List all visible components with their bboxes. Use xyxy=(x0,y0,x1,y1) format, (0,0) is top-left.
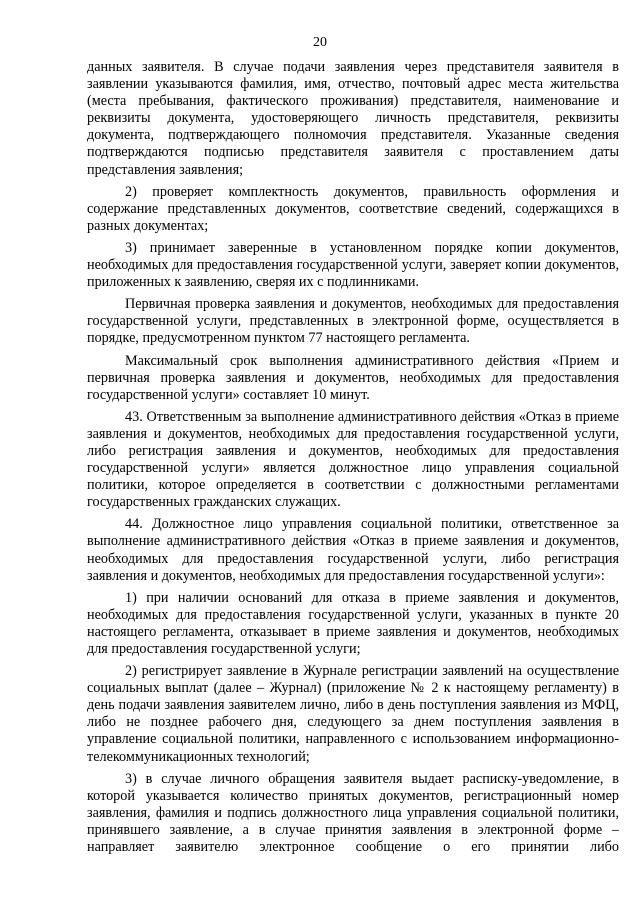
paragraph-applicant-data: данных заявителя. В случае подачи заявления через представителя заявителя в заявлении указываются фамилия, имя, отчество, почтовый адрес места жительства (места пребывания, фактического проживания) представителя, наименование и реквизиты документа, удостоверяющего личность представителя, реквизиты документа, подтверждающего полномочия представителя. Указанные сведения подтверждаются подписью представителя заявителя с проставлением даты представления заявления; xyxy=(87,59,619,178)
paragraph-item-1-refusal: 1) при наличии оснований для отказа в приеме заявления и документов, необходимых для предоставления государственной услуги, указанных в пункте 20 настоящего регламента, отказывает в приеме заявления и документов, необходимых для предоставления государственной услуги; xyxy=(87,589,619,657)
paragraph-electronic-check: Первичная проверка заявления и документов, необходимых для предоставления государственной услуги, представленных в электронной форме, осуществляется в порядке, предусмотренном пунктом 77 настоящего регламента. xyxy=(87,296,619,347)
paragraph-item-2-registration: 2) регистрирует заявление в Журнале регистрации заявлений на осуществление социальных выплат (далее – Журнал) (приложение № 2 к настоящему регламенту) в день подачи заявления заявителем лично, либо в день поступления заявления из МФЦ, либо не позднее рабочего дня, следующего за днем поступления заявления в управление социальной политики, направленного с использованием информационно-телекоммуникационных технологий; xyxy=(87,663,619,765)
paragraph-clause-44: 44. Должностное лицо управления социальной политики, ответственное за выполнение административного действия «Отказ в приеме заявления и документов, необходимых для предоставления государственной услуги, либо регистрация заявления и документов, необходимых для предоставления государственной услуги»: xyxy=(87,516,619,584)
paragraph-clause-43: 43. Ответственным за выполнение административного действия «Отказ в приеме заявления и документов, необходимых для предоставления государственной услуги, либо регистрация заявления и документов, необходимых для предоставления государственной услуги» является должностное лицо управления социальной политики, которое определяется в соответствии с должностными регламентами государственных гражданских служащих. xyxy=(87,408,619,511)
document-body xyxy=(87,59,619,861)
paragraph-item-2-check: 2) проверяет комплектность документов, правильность оформления и содержание представленных документов, соответствие сведений, содержащихся в разных документах; xyxy=(87,183,619,234)
paragraph-max-duration: Максимальный срок выполнения административного действия «Прием и первичная проверка заявления и документов, необходимых для предоставления государственной услуги» составляет 10 минут. xyxy=(87,352,619,403)
page-number: 20 xyxy=(313,35,327,50)
paragraph-item-3-receipt: 3) в случае личного обращения заявителя выдает расписку-уведомление, в которой указывается количество принятых документов, регистрационный номер заявления, фамилия и подпись должностного лица управления социальной политики, принявшего заявление, а в случае принятия заявления в электронной форме – направляет заявителю электронное сообщение о его принятии либо xyxy=(87,770,619,856)
paragraph-item-3-copies: 3) принимает заверенные в установленном порядке копии документов, необходимых для предоставления государственной услуги, заверяет копии документов, приложенных к заявлению, сверяя их с подлинниками. xyxy=(87,239,619,291)
